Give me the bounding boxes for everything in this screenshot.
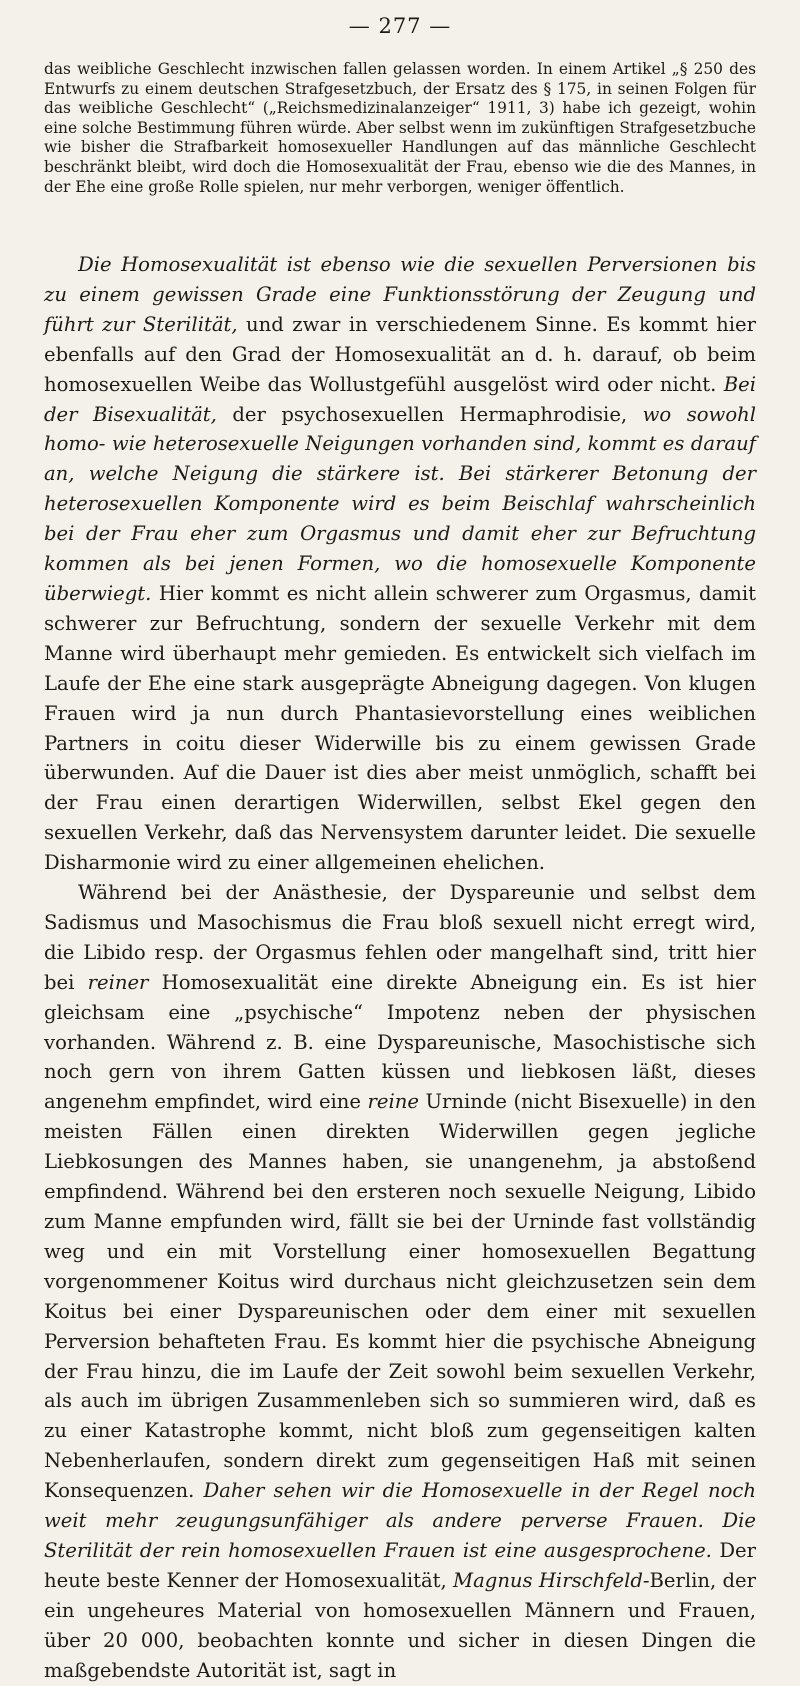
text-run: Homosexualität eine direkte Abneigung ein. Es ist hier gleichsam eine „psychische“ Impotenz neben der physischen vorhanden. Während z. B. eine Dyspareunische, Masochistische sich noch gern von ihrem Gatten küssen und liebkosen läßt, dieses angenehm empfindet, wird eine: [44, 970, 756, 1114]
text-run: der psychosexuellen Hermaphrodisie,: [216, 402, 643, 426]
text-run: reiner: [87, 970, 149, 994]
text-run: Urninde (nicht Bisexuelle) in den meisten Fällen einen direkten Widerwillen gegen jegliche Liebkosungen des Mannes haben, sie unangenehm, ja abstoßend empfindend. Während bei den ersteren noch sexuelle Neigung, Libido zum Manne empfunden wird, fällt sie bei der Urninde fast vollständig weg und ein mit Vorstellung einer homosexuellen Begattung vorgenommener Koitus wird durchaus nicht gleichzusetzen sein dem Koitus bei einer Dyspareunischen oder dem einer mit sexuellen Perversion behafteten Frau. Es kommt hier die psychische Abneigung der Frau hinzu, die im Laufe der Zeit sowohl beim sexuellen Verkehr, als auch im übrigen Zusammenleben sich so summieren wird, daß es zu einer Katastrophe kommt, nicht bloß zum gegenseitigen kalten Nebenherlaufen, sondern direkt zum gegenseitigen Haß mit seinen Konsequenzen.: [44, 1090, 756, 1503]
body-paragraph-1: [44, 250, 756, 878]
text-run: Hier kommt es nicht allein schwerer zum Orgasmus, damit schwerer zur Befruchtung, sondern der sexuelle Verkehr mit dem Manne wird überhaupt mehr gemieden. Es entwickelt sich vielfach im Laufe der Ehe eine stark ausgeprägte Abneigung dagegen. Von klugen Frauen wird ja nun durch Phantasievorstellung eines weiblichen Partners in coitu dieser Widerwille bis zu einem gewissen Grade überwunden. Auf die Dauer ist dies aber meist unmöglich, schafft bei der Frau einen derartigen Widerwillen, selbst Ekel gegen den sexuellen Verkehr, daß das Nervensystem darunter leidet. Die sexuelle Disharmonie wird zu einer allgemeinen ehelichen.: [44, 581, 756, 875]
text-run: wo sowohl homo- wie heterosexuelle Neigungen vorhanden sind, kommt es darauf an, welche Neigung die stärkere ist. Bei stärkerer Betonung der heterosexuellen Komponente wird es beim Beischlaf wahrscheinlich bei der Frau eher zum Orgasmus und damit eher zur Befruchtung kommen als bei jenen Formen, wo die homosexuelle Komponente überwiegt.: [44, 402, 757, 605]
text-run: Die Homosexualität ist ebenso wie die sexuellen Perversionen bis zu einem gewissen Grade eine Funktionsstörung der Zeugung und führt zur Sterilität,: [44, 253, 756, 336]
small-paragraph-1: das weibliche Geschlecht inzwischen fallen gelassen worden. In einem Artikel „§ 250 des Entwurfs zu einem deutschen Strafgesetzbuch, der Ersatz des § 175, in seinen Folgen für das weibliche Geschlecht“ („Reichsmedizinalanzeiger“ 1911, 3) habe ich gezeigt, wohin eine solche Bestimmung führen würde. Aber selbst wenn im zukünftigen Strafgesetzbuche wie bisher die Strafbarkeit homosexueller Handlungen auf das männliche Geschlecht beschränkt bleibt, wird doch die Homosexualität der Frau, ebenso wie die des Mannes, in der Ehe eine große Rolle spielen, nur mehr verborgen, weniger öffentlich.: [44, 60, 756, 196]
small-print-paragraph: [44, 60, 756, 197]
text-run: Daher sehen wir die Homosexuelle in der Regel noch weit mehr zeugungsunfähiger als andere perverse Frauen. Die Sterilität der rein homosexuellen Frauen ist eine ausgesprochene.: [44, 1479, 756, 1562]
page-number-header: — 277 —: [348, 14, 452, 38]
text-run: Der heute beste Kenner der Homosexualität,: [44, 1538, 757, 1592]
main-text: [44, 250, 756, 1686]
text-run: -Berlin, der ein ungeheures Material von homosexuellen Männern und Frauen, über 20 000, beobachten konnte und sicher in diesen Dingen die maßgebendste Autorität ist, sagt in: [44, 1568, 756, 1682]
text-run: Bei der Bisexualität,: [44, 372, 756, 426]
text-run: und zwar in verschiedenem Sinne. Es kommt hier ebenfalls auf den Grad der Homosexualität an d. h. darauf, ob beim homosexuellen Weibe das Wollustgefühl ausgelöst wird oder nicht.: [44, 312, 756, 396]
text-run: reine: [367, 1090, 419, 1114]
text-run: Während bei der Anästhesie, der Dyspareunie und selbst dem Sadismus und Masochismus die Frau bloß sexuell nicht erregt wird, die Libido resp. der Orgasmus fehlen oder mangelhaft sind, tritt hier bei: [44, 881, 756, 994]
text-run: Magnus Hirschfeld: [453, 1568, 643, 1592]
body-paragraph-2: [44, 878, 756, 1685]
